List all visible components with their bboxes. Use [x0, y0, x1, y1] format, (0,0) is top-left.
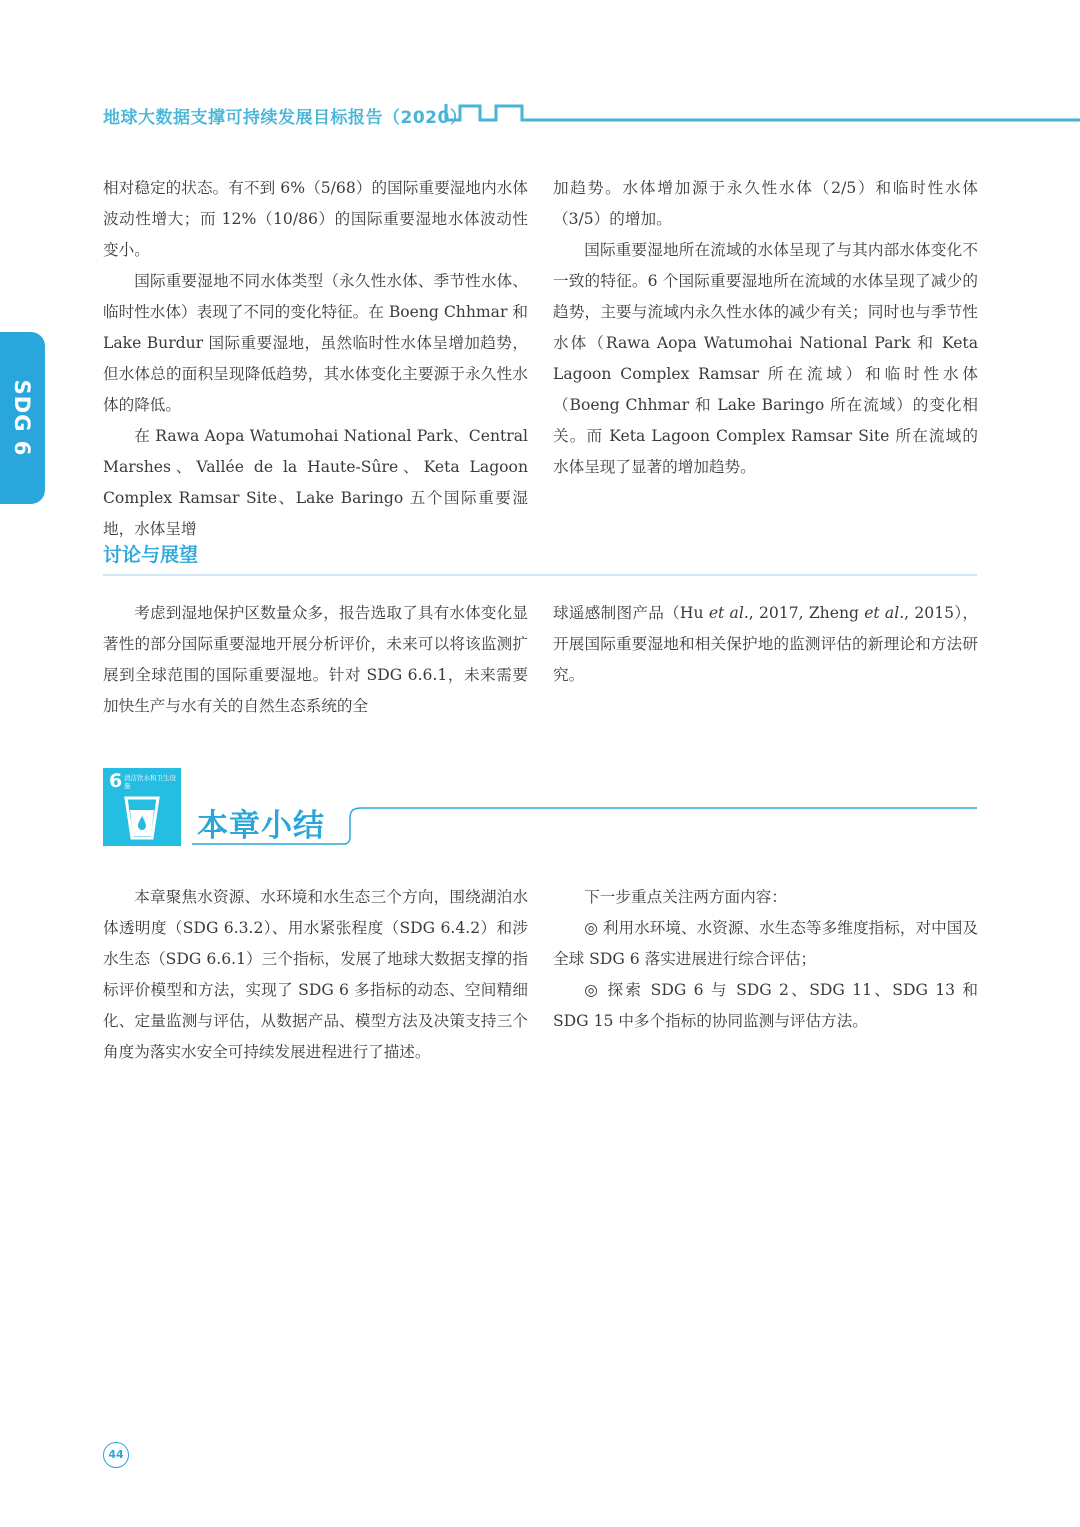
paragraph: 国际重要湿地不同水体类型（永久性水体、季节性水体、临时性水体）表现了不同的变化特征。在 Boeng Chhmar 和 Lake Burdur 国际重要湿地，虽然临时性水体呈增加趋势，但水体总的面积呈现降低趋势，其水体变化主要源于永久性水体的降低。	[103, 272, 528, 414]
paragraph: 在 Rawa Aopa Watumohai National Park、Central Marshes、Vallée de la Haute-Sûre、Keta Lagoon Complex Ramsar Site、Lake Baringo 五个国际重要湿地，水体呈增	[103, 427, 528, 538]
bullet-item: ◎ 探索 SDG 6 与 SDG 2、SDG 11、SDG 13 和 SDG 15 中多个指标的协同监测与评估方法。	[553, 981, 978, 1030]
sdg-icon-number: 6	[109, 770, 123, 792]
water-glass-icon	[123, 796, 161, 840]
paragraph: 国际重要湿地所在流域的水体呈现了与其内部水体变化不一致的特征。6 个国际重要湿地所在流域的水体呈现了减少的趋势，主要与流域内永久性水体的减少有关；同时也与季节性水体（Rawa Aopa Watumohai National Park 和 Keta Lagoon Complex Ramsar 所在流域）和临时性水体（Boeng Chhmar 和 Lake Baringo 所在流域）的变化相关。而 Keta Lagoon Complex Ramsar Site 所在流域的水体呈现了显著的增加趋势。	[553, 241, 978, 476]
sdg-icon-text: 清洁饮水和卫生设施	[124, 774, 176, 790]
bullet-item: ◎ 利用水环境、水资源、水生态等多维度指标，对中国及全球 SDG 6 落实进展进行综合评估；	[553, 919, 978, 968]
chapter-summary-title: 本章小结	[197, 808, 325, 844]
paragraph: 本章聚焦水资源、水环境和水生态三个方向，围绕湖泊水体透明度（SDG 6.3.2）、用水紧张程度（SDG 6.4.2）和涉水生态（SDG 6.6.1）三个指标，发展了地球大数据支撑的指标评价模型和方法，实现了 SDG 6 多指标的动态、空间精细化、定量监测与评估，从数据产品、模型方法及决策支持三个角度为落实水安全可持续发展进程进行了描述。	[103, 888, 528, 1061]
page-number: 44	[103, 1442, 129, 1468]
body-column-right-1	[553, 173, 978, 483]
paragraph: 球遥感制图产品（Hu et al., 2017, Zheng et al., 2015），开展国际重要湿地和相关保护地的监测评估的新理论和方法研究。	[553, 604, 978, 684]
body-column-left-1	[103, 173, 528, 545]
paragraph: 相对稳定的状态。有不到 6%（5/68）的国际重要湿地内水体波动性增大；而 12%（10/86）的国际重要湿地水体波动性变小。	[103, 179, 528, 259]
body-column-right-3	[553, 882, 978, 1037]
sdg6-logo	[103, 768, 181, 846]
header-decoration	[444, 100, 1080, 126]
sdg-side-tab	[0, 332, 45, 504]
body-column-left-2	[103, 598, 528, 722]
side-tab-label: SDG 6	[10, 379, 34, 457]
body-column-right-2	[553, 598, 978, 691]
paragraph: 下一步重点关注两方面内容：	[584, 888, 787, 906]
section-divider	[103, 574, 977, 576]
running-header-title: 地球大数据支撑可持续发展目标报告（2020）	[103, 108, 468, 128]
paragraph: 考虑到湿地保护区数量众多，报告选取了具有水体变化显著性的部分国际重要湿地开展分析评价，未来可以将该监测扩展到全球范围的国际重要湿地。针对 SDG 6.6.1，未来需要加快生产与水有关的自然生态系统的全	[103, 604, 528, 715]
paragraph: 加趋势。水体增加源于永久性水体（2/5）和临时性水体（3/5）的增加。	[553, 179, 978, 228]
body-column-left-3	[103, 882, 528, 1068]
section-heading-discussion: 讨论与展望	[103, 544, 199, 566]
